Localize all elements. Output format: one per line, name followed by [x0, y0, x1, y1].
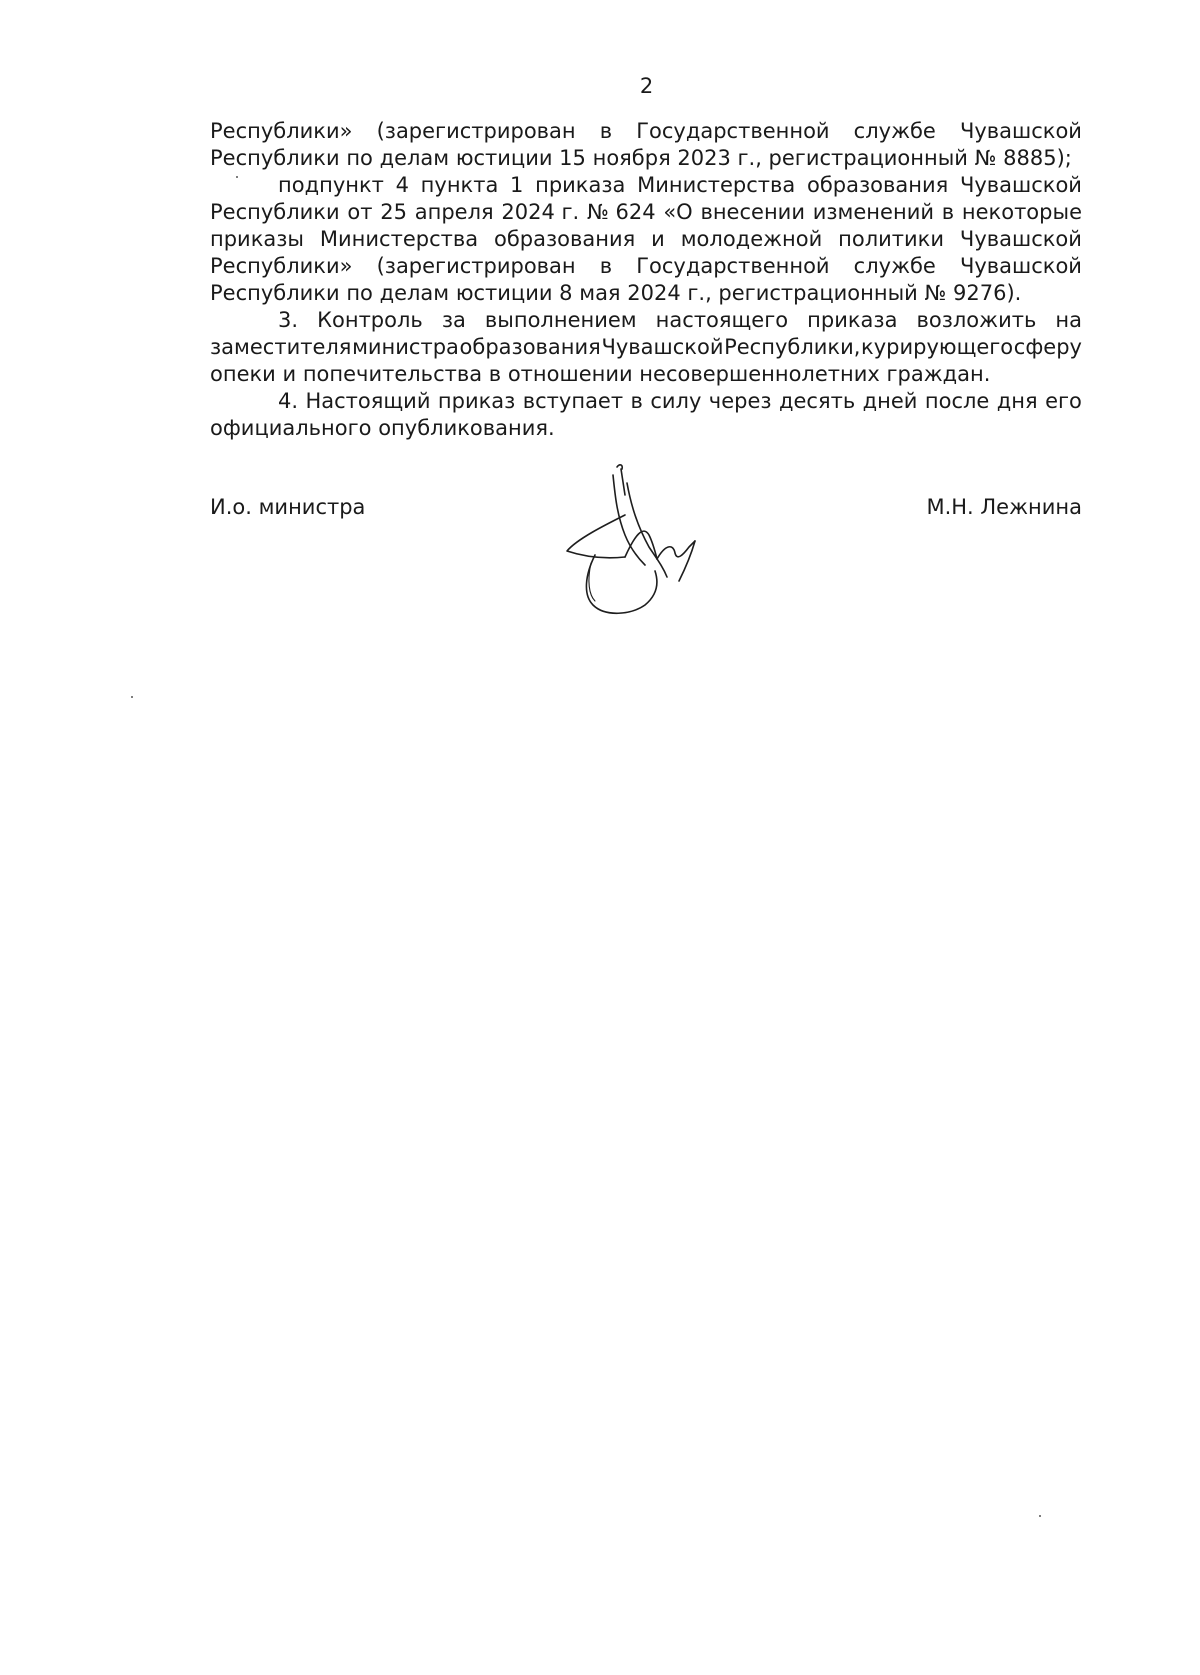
word: образования	[494, 227, 636, 251]
text-line-12: официального опубликования.	[210, 416, 555, 440]
word: через	[708, 389, 772, 413]
text-line-5	[210, 226, 1082, 253]
word: пункта	[420, 173, 499, 197]
word: выполнением	[484, 308, 637, 332]
word: Чувашской	[959, 173, 1082, 197]
word: Чувашской	[601, 335, 724, 359]
text-line-11	[210, 388, 1082, 415]
scan-speck	[131, 696, 133, 698]
word: Чувашской	[959, 254, 1082, 278]
text-line-1	[210, 118, 1082, 145]
word: 3.	[278, 308, 299, 332]
word: и	[651, 227, 665, 251]
word: образования	[806, 173, 949, 197]
word: Настоящий	[305, 389, 431, 413]
word: заместителя	[210, 335, 352, 359]
word: 25	[380, 200, 407, 224]
word: в	[941, 200, 955, 224]
word: курирующего	[861, 335, 1014, 359]
word: 2024 г.	[501, 200, 580, 224]
text-line-2: Республики по делам юстиции 15 ноября 2023 г., регистрационный № 8885);	[210, 146, 1072, 170]
word: приказ	[437, 389, 516, 413]
word: вступает	[522, 389, 624, 413]
word: (зарегистрирован	[376, 254, 576, 278]
word: службе	[853, 119, 936, 143]
word: 4.	[278, 389, 299, 413]
word: Республики	[210, 200, 340, 224]
word: службе	[853, 254, 936, 278]
page-number: 2	[639, 74, 654, 98]
word: Республики»	[210, 254, 353, 278]
word: силу	[650, 389, 702, 413]
text-line-8	[210, 307, 1082, 334]
word: изменений	[812, 200, 934, 224]
signatory-position: И.о. министра	[210, 495, 366, 519]
word: приказы	[210, 227, 305, 251]
word: в	[630, 389, 643, 413]
word: Министерства	[637, 173, 796, 197]
word: молодежной	[680, 227, 823, 251]
word: десять	[778, 389, 856, 413]
word: в	[599, 254, 613, 278]
word: за	[441, 308, 466, 332]
word: политики	[838, 227, 945, 251]
word: приказа	[535, 173, 626, 197]
word: настоящего	[655, 308, 789, 332]
word: Контроль	[317, 308, 423, 332]
word: 1	[510, 173, 524, 197]
word: после	[924, 389, 990, 413]
word: № 624	[586, 200, 656, 224]
word: Чувашской	[959, 227, 1082, 251]
text-line-4	[210, 199, 1082, 226]
word: дня	[996, 389, 1038, 413]
word: дней	[862, 389, 918, 413]
text-line-3	[210, 172, 1082, 199]
handwritten-signature	[565, 455, 725, 635]
word: на	[1055, 308, 1082, 332]
text-line-7: Республики по делам юстиции 8 мая 2024 г., регистрационный № 9276).	[210, 281, 1022, 305]
word: подпункт	[278, 173, 384, 197]
word: его	[1045, 389, 1082, 413]
word: приказа	[807, 308, 898, 332]
scan-speck	[236, 176, 238, 178]
word: Государственной	[636, 254, 830, 278]
word: образования	[459, 335, 601, 359]
word: Чувашской	[959, 119, 1082, 143]
word: сферу	[1013, 335, 1082, 359]
text-line-9	[210, 334, 1082, 361]
word: «О	[663, 200, 693, 224]
word: Республики»	[210, 119, 353, 143]
word: внесении	[700, 200, 805, 224]
word: Республики,	[724, 335, 861, 359]
text-line-10: опеки и попечительства в отношении несовершеннолетних граждан.	[210, 362, 991, 386]
word: в	[599, 119, 613, 143]
scan-speck	[1039, 1515, 1041, 1517]
word: апреля	[414, 200, 494, 224]
word: министра	[352, 335, 459, 359]
word: Министерства	[319, 227, 479, 251]
text-line-6	[210, 253, 1082, 280]
word: возложить	[916, 308, 1037, 332]
word: от	[347, 200, 373, 224]
word: 4	[395, 173, 409, 197]
document-body	[210, 118, 1082, 442]
word: некоторые	[961, 200, 1082, 224]
word: (зарегистрирован	[376, 119, 576, 143]
word: Государственной	[636, 119, 830, 143]
signatory-name: М.Н. Лежнина	[926, 495, 1082, 519]
